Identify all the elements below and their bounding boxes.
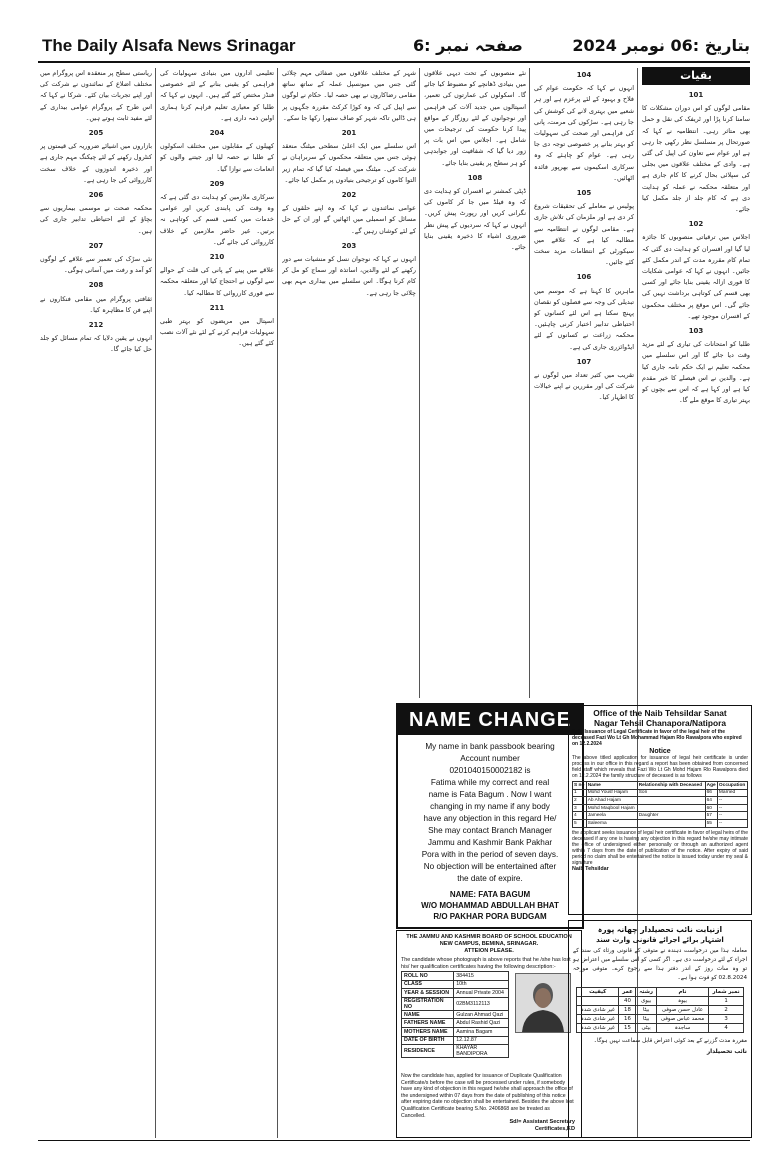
name-change-line: Fatima while my correct and real — [430, 778, 550, 787]
field-value: KHAYAR BANDIPORA — [454, 1045, 509, 1058]
table-cell: بیٹا — [636, 1006, 656, 1015]
table-cell: 64 — [705, 797, 717, 805]
tehsildar-subject: Sub: Issuance of Legal Certificate in favor of the legal heir of the deceased Fazi Wo Lt Gh Mohammad Hajam Rlo Rawalpora who expired on 12.2.2024 — [572, 729, 742, 747]
tehsildar-notice — [568, 705, 752, 915]
masthead-rule — [38, 61, 750, 63]
article-text: انہوں نے کہا کہ حکومت عوام کی فلاح و بہبود کے لئے پرعزم ہے اور ہر شعبے میں بہتری لانے کی کوشش کی جا رہی ہے۔ سڑکوں کی مرمت، پانی کی فراہمی اور صحت کی سہولیات کو بہتر بنانے پر خصوصی توجہ دی جا رہی ہے۔ عوام کو چاہئے کہ وہ سرکاری اسکیموں سے بھرپور فائدہ اٹھائیں۔ — [534, 84, 634, 182]
tehsildar-intro: The above titled application for issuance of legal heir certificate is under process in our office in this regard a report has been obtained from concerned field staff which reveals that Fazi Wo Lt Gh Mohd Hajam Rlo Rawalpora died on 12.2.2024 the family structure of deceased is as follows — [572, 755, 748, 779]
table-row — [402, 1019, 509, 1028]
table-cell: 1 — [573, 789, 587, 797]
article-number: 206 — [88, 191, 104, 200]
urdu-notice-heading: ازنیابت نائب تحصیلدار چھانہ پورہ — [597, 925, 723, 934]
table-row — [402, 972, 509, 981]
field-label: ROLL NO — [402, 972, 454, 981]
table-cell: 16 — [619, 1015, 636, 1024]
article-text: ماہرین کا کہنا ہے کہ موسم میں تبدیلی کی وجہ سے فصلوں کو نقصان پہنچ سکتا ہے اس لئے کسانوں کو احتیاطی تدابیر اختیار کرنی چاہئیں۔ محکمہ زراعت نے کسانوں کے لئے ایڈوائزری جاری کی ہے۔ — [534, 286, 634, 351]
table-cell: 18 — [619, 1006, 636, 1015]
article-text: عوامی نمائندوں نے کہا کہ وہ اپنے حلقوں کے مسائل کو اسمبلی میں اٹھائیں گے اور ان کے حل کے لئے کوشاں رہیں گے۔ — [282, 204, 416, 235]
table-cell: Jameela — [586, 812, 637, 820]
article-text: ثقافتی پروگرام میں مقامی فنکاروں نے اپنے فن کا مظاہرہ کیا۔ — [40, 294, 152, 314]
urdu-notice-subheading: اشتہار برائے اجرائے قانونی وارث سند — [596, 936, 724, 944]
heading-line: THE JAMMU AND KASHMIR BOARD OF SCHOOL EDUCATION — [406, 934, 572, 940]
field-label: RESIDENCE — [402, 1045, 454, 1058]
name-change-line: Jammu and Kashmir Bank Pakhar — [427, 838, 553, 847]
heading-line: ATTEION PLEASE. — [464, 948, 514, 954]
table-row — [402, 1027, 509, 1036]
column-divider — [419, 68, 420, 698]
table-row — [577, 1006, 744, 1015]
article-text: بازاروں میں اشیائے ضروریہ کی قیمتوں پر کنٹرول رکھنے کے لئے چیکنگ مہم جاری ہے اور ذخیرہ اندوزوں کے خلاف سخت کارروائی کی جا رہی ہے۔ — [40, 142, 152, 184]
table-cell: 4 — [709, 1024, 744, 1033]
jkbose-signature — [509, 1119, 575, 1133]
article-text: اسپتال میں مریضوں کو بہتر طبی سہولیات فراہم کرنے کے لئے نئے آلات نصب کئے گئے ہیں۔ — [160, 317, 274, 348]
table-cell: بیوہ — [656, 997, 708, 1006]
article-number: 208 — [88, 281, 104, 290]
table-cell: محمد عباس صوفی — [656, 1015, 708, 1024]
article-text: انہوں نے کہا کہ نوجوان نسل کو منشیات سے دور رکھنے کے لئے والدین، اساتذہ اور سماج کو مل کر کام کرنا ہوگا۔ اس سلسلے میں بیداری مہم بھی چلائی جا رہی ہے۔ — [282, 255, 416, 297]
article-number: 102 — [688, 220, 704, 229]
jkbose-details-table — [401, 971, 509, 1058]
table-cell: Ab Ahad Hajam — [586, 797, 637, 805]
table-cell: غیر شادی شدہ — [577, 1024, 619, 1033]
article-number: 101 — [688, 91, 704, 99]
column-header: عمر — [619, 988, 636, 997]
heading-line: NEW CAMPUS, BEMINA, SRINAGAR. — [439, 941, 539, 947]
jkbose-intro: The candidate whose photograph is above reports that he /she has lost his/ her qualification certificates having the following description:- — [401, 957, 571, 970]
news-column-5 — [160, 68, 274, 1138]
notice-label: Notice — [649, 748, 671, 755]
article-text: تعلیمی اداروں میں بنیادی سہولیات کی فراہمی کو یقینی بنانے کے لئے خصوصی فنڈز مختص کئے گئے ہیں۔ انہوں نے کہا کہ طلبا کو معیاری تعلیم فراہم کرنا ہماری اولین ذمہ داری ہے۔ — [160, 69, 274, 122]
article-number: 105 — [576, 189, 592, 198]
article-number: 106 — [576, 273, 592, 282]
article-text: نئی سڑک کی تعمیر سے علاقے کے لوگوں کو آمد و رفت میں آسانی ہوگی۔ — [40, 255, 152, 275]
table-cell: Son — [637, 789, 705, 797]
article-text: ریاستی سطح پر منعقدہ اس پروگرام میں مختلف اضلاع کے نمائندوں نے شرکت کی اور اپنے تجربات بیان کئے۔ شرکا نے کہا کہ اس طرح کے پروگرام عوامی بیداری کے لئے مفید ثابت ہوتے ہیں۔ — [40, 69, 152, 122]
signature-line: Certificates,KD — [534, 1126, 575, 1132]
table-row — [577, 1015, 744, 1024]
page-number: صفحہ نمبر :6 — [413, 36, 523, 55]
table-cell: 15 — [619, 1024, 636, 1033]
table-cell: Mohd Yousf Hajam — [586, 789, 637, 797]
news-column-1 — [642, 88, 750, 700]
column-header: Relationship with Deceased — [637, 782, 705, 790]
urdu-notice-closing: مقررہ مدت گزرنے کے بعد کوئی اعتراض قابل سماعت نہیں ہوگا۔ — [593, 1038, 747, 1044]
name-change-heading: NAME CHANGE — [398, 705, 582, 735]
urdu-legal-notice — [568, 920, 752, 1138]
field-value: Aamina Bagam — [454, 1027, 509, 1036]
table-cell: 57 — [705, 812, 717, 820]
name-change-line: She may contact Branch Manager — [428, 826, 552, 835]
signature-line: Sd/= Assistant Secretary — [509, 1119, 575, 1125]
table-cell — [637, 797, 705, 805]
news-column-2 — [534, 68, 634, 700]
news-column-6 — [40, 68, 152, 1138]
heading-line: Office of the Naib Tehsildar Sanat — [593, 708, 727, 718]
table-cell: بیٹا — [636, 1015, 656, 1024]
article-number: 204 — [209, 129, 225, 138]
table-cell: 66 — [705, 789, 717, 797]
column-header: نام — [656, 988, 708, 997]
article-text: پولیس نے معاملے کی تحقیقات شروع کر دی ہے اور ملزمان کی تلاش جاری ہے۔ مقامی لوگوں نے انتظامیہ سے مطالبہ کیا ہے کہ علاقے میں سیکورٹی کے انتظامات مزید سخت کئے جائیں۔ — [534, 202, 634, 267]
table-cell: 4 — [573, 812, 587, 820]
table-row — [573, 804, 748, 812]
table-row — [402, 997, 509, 1010]
jkbose-heading — [397, 931, 581, 955]
table-row — [573, 812, 748, 820]
table-cell: 55 — [705, 819, 717, 827]
article-text: علاقے میں پینے کے پانی کی قلت کے حوالے سے لوگوں نے احتجاج کیا اور متعلقہ محکمہ سے فوری کارروائی کا مطالبہ کیا۔ — [160, 266, 274, 297]
article-text: تقریب میں کثیر تعداد میں لوگوں نے شرکت کی اور مقررین نے اپنے خیالات کا اظہار کیا۔ — [534, 371, 634, 402]
column-divider — [277, 68, 278, 1138]
name-change-line: changing in my name if any body — [430, 802, 550, 811]
name-change-line: My name in bank passbook bearing — [425, 742, 555, 751]
field-label: REGISTRATION NO — [402, 997, 454, 1010]
column-header: S no — [574, 782, 585, 788]
signature-line: R/O PAKHAR PORA BUDGAM — [433, 912, 547, 921]
table-cell: 2 — [709, 1006, 744, 1015]
table-cell: بیٹی — [636, 1024, 656, 1033]
name-change-line: 0201040150002182 is — [449, 766, 531, 775]
table-row — [577, 1024, 744, 1033]
table-row — [402, 1010, 509, 1019]
article-text: شہر کے مختلف علاقوں میں صفائی مہم چلائی گئی جس میں میونسپل عملہ کے ساتھ ساتھ مقامی رضاکاروں نے بھی حصہ لیا۔ حکام نے لوگوں سے اپیل کی کہ وہ کوڑا کرکٹ مقررہ جگہوں پر ہی ڈالیں تاکہ شہر کو صاف ستھرا رکھا جا سکے۔ — [282, 69, 416, 122]
name-change-line: No objection will be entertained after — [423, 862, 557, 871]
field-label: FATHERS NAME — [402, 1019, 454, 1028]
table-row — [402, 989, 509, 998]
table-cell: 5 — [573, 819, 587, 827]
field-value: Annual Private 2004 — [454, 989, 509, 998]
family-structure-table — [572, 781, 748, 828]
table-cell: -- — [717, 797, 747, 805]
column-divider — [529, 68, 530, 698]
name-change-line: Account number — [460, 754, 520, 763]
column-header: نمبر شمار — [709, 988, 744, 997]
name-change-body — [398, 735, 582, 885]
article-number: 103 — [688, 327, 704, 336]
urdu-notice-text: معاملہ ہذا میں درخواست دہندہ نے متوفی کے قانونی ورثاء کی سند کے اجراء کے لئے درخواست دی ہے۔ اگر کسی کو اس سلسلے میں اعتراض ہو تو وہ سات روز کے اندر دفتر ہذا سے رجوع کرے۔ متوفی مورخہ 02.8.2024 کو فوت ہوا ہے۔ — [573, 948, 747, 981]
name-change-line: Pora with in the period of seven days. — [421, 850, 559, 859]
masthead — [38, 36, 750, 60]
table-cell: Mohd Maqbool Hajam — [586, 804, 637, 812]
article-text: طلبا کو امتحانات کی تیاری کے لئے مزید وقت دیا جائے گا اور اس سلسلے میں محکمہ تعلیم نے ایک حکم نامہ جاری کیا ہے۔ والدین نے اس فیصلے کا خیر مقدم کیا ہے اور کہا ہے کہ اس سے بچوں کو بہتر تیاری کا موقع ملے گا۔ — [642, 340, 750, 405]
table-row — [577, 997, 744, 1006]
table-row — [402, 1045, 509, 1058]
table-cell: 1 — [709, 997, 744, 1006]
article-text: سرکاری ملازمین کو ہدایت دی گئی ہے کہ وہ وقت کی پابندی کریں اور عوامی خدمات میں کسی قسم کی کوتاہی نہ برتیں۔ غیر حاضر ملازمین کے خلاف کارروائی کی جائے گی۔ — [160, 193, 274, 246]
table-cell: 60 — [705, 804, 717, 812]
urdu-heirs-table — [576, 987, 744, 1033]
candidate-photo — [515, 973, 571, 1033]
article-text: اس سلسلے میں ایک اعلیٰ سطحی میٹنگ منعقد ہوئی جس میں متعلقہ محکموں کے سربراہان نے شرکت کی۔ میٹنگ میں فیصلہ کیا گیا کہ تمام زیر التوا کاموں کو ترجیحی بنیادوں پر مکمل کیا جائے۔ — [282, 142, 416, 184]
article-number: 210 — [209, 253, 225, 262]
table-row — [402, 980, 509, 989]
article-text: انہوں نے یقین دلایا کہ تمام مسائل کو جلد حل کیا جائے گا۔ — [40, 334, 152, 354]
article-text: مقامی لوگوں کو اس دوران مشکلات کا سامنا کرنا پڑا اور ٹریفک کی نقل و حمل بھی متاثر رہی۔ انتظامیہ نے کہا کہ صورتحال پر مسلسل نظر رکھی جا رہی ہے اور عوام سے تعاون کی اپیل کی گئی ہے۔ وادی کے مختلف علاقوں میں بجلی کی سپلائی بحال کرنے کا کام جاری ہے اور متعلقہ محکمہ نے عملہ کو ہدایت دی ہے کہ کام جلد از جلد مکمل کیا جائے۔ — [642, 104, 750, 214]
field-value: 384415 — [454, 972, 509, 981]
table-cell: غیر شادی شدہ — [577, 1015, 619, 1024]
column-header: Occupation — [717, 782, 747, 790]
table-cell: 3 — [573, 804, 587, 812]
tehsildar-heading — [569, 706, 751, 728]
name-change-line: have any objection in this regard He/ — [423, 814, 557, 823]
table-cell: Daughter — [637, 812, 705, 820]
column-header: رشتہ — [636, 988, 656, 997]
name-change-ad — [396, 703, 584, 929]
field-label: YEAR & SESSION — [402, 989, 454, 998]
table-cell: Married — [717, 789, 747, 797]
field-value: 02BM3112113 — [454, 997, 509, 1010]
article-number: 201 — [341, 129, 357, 138]
article-number: 211 — [209, 303, 225, 312]
article-text: محکمہ صحت نے موسمی بیماریوں سے بچاؤ کے لئے احتیاطی تدابیر جاری کی ہیں۔ — [40, 204, 152, 235]
article-number: 104 — [576, 71, 592, 79]
table-cell: -- — [717, 812, 747, 820]
tehsildar-signature: Naib Tehsildar — [572, 865, 609, 872]
column-divider — [155, 68, 156, 1138]
article-number: 202 — [341, 191, 357, 200]
table-cell: بیوی — [636, 997, 656, 1006]
field-label: CLASS — [402, 980, 454, 989]
heading-line: Nagar Tehsil Chanapora/Natipora — [593, 718, 726, 728]
field-value: Abdul Rashid Qazi — [454, 1019, 509, 1028]
article-number: 207 — [88, 241, 104, 250]
table-cell: 2 — [573, 797, 587, 805]
table-cell: 3 — [709, 1015, 744, 1024]
table-header-row — [577, 988, 744, 997]
article-number: 212 — [88, 321, 104, 330]
table-cell: غیر شادی شدہ — [577, 1006, 619, 1015]
field-label: DATE OF BIRTH — [402, 1036, 454, 1045]
table-cell — [637, 819, 705, 827]
jkbose-footer: Now the candidate has, applied for issuance of Duplicate Qualification Certificate/s before the case will be processed under rules, if somebody have any kind of objection in this regard he/she shall approach the office of the undersigned within 07 days from the date of publishing of this notice after expiring date no objection shall be entertained. Besides the above lost Qualification Certificate bearing S.No. 2406868 are be treated as Cancelled. — [401, 1073, 574, 1119]
footer-rule — [38, 1140, 750, 1141]
table-row — [573, 789, 748, 797]
table-row — [402, 1036, 509, 1045]
news-column-3 — [424, 68, 526, 700]
article-text: کھیلوں کے مقابلوں میں مختلف اسکولوں کے طلبا نے حصہ لیا اور جیتنے والوں کو انعامات سے نوازا گیا۔ — [160, 142, 274, 173]
table-cell: -- — [717, 819, 747, 827]
name-change-line: the date of expire. — [457, 874, 523, 883]
table-cell: -- — [717, 804, 747, 812]
table-row — [573, 797, 748, 805]
column-header: Name — [586, 782, 637, 790]
article-number: 203 — [341, 241, 357, 250]
article-number: 209 — [209, 179, 225, 188]
issue-date: بتاریخ :06 نومبر 2024 — [572, 36, 750, 55]
article-number: 107 — [576, 357, 592, 366]
jkbose-notice — [396, 930, 582, 1138]
table-cell: عادل حسن صوفی — [656, 1006, 708, 1015]
article-text: ڈپٹی کمشنر نے افسران کو ہدایت دی کہ وہ فیلڈ میں جا کر کاموں کی نگرانی کریں اور رپورٹ پیش کریں۔ انہوں نے کہا کہ سردیوں کے پیش نظر ضروری اشیاء کا ذخیرہ یقینی بنایا جائے۔ — [424, 187, 526, 252]
article-text: اجلاس میں ترقیاتی منصوبوں کا جائزہ لیا گیا اور افسران کو ہدایت دی گئی کہ تمام کام مقررہ مدت کے اندر مکمل کئے جائیں۔ انہوں نے کہا کہ عوامی شکایات کا فوری ازالہ یقینی بنایا جائے اور کسی بھی قسم کی کوتاہی برداشت نہیں کی جائے گی۔ اس موقع پر مختلف محکموں کے افسران موجود تھے۔ — [642, 233, 750, 320]
field-value: 12.12.87 — [454, 1036, 509, 1045]
column-header: Age — [706, 782, 716, 788]
table-row — [573, 819, 748, 827]
field-label: MOTHERS NAME — [402, 1027, 454, 1036]
table-cell — [577, 997, 619, 1006]
table-cell: 40 — [619, 997, 636, 1006]
newspaper-name: The Daily Alsafa News Srinagar — [42, 36, 296, 55]
article-text: نئے منصوبوں کے تحت دیہی علاقوں میں بنیادی ڈھانچے کو مضبوط کیا جائے گا۔ اسکولوں کی عمارتوں کی تعمیر، اسپتالوں میں جدید آلات کی فراہمی اور نوجوانوں کے لئے روزگار کے مواقع پیدا کرنا حکومت کی ترجیحات میں شامل ہے۔ اجلاس میں اس بات پر زور دیا گیا کہ شفافیت اور جوابدہی کو ہر سطح پر یقینی بنایا جائے۔ — [424, 69, 526, 167]
article-number: 205 — [88, 129, 104, 138]
name-change-line: name is Fata Bagum . Now I want — [428, 790, 552, 799]
field-label: NAME — [402, 1010, 454, 1019]
name-change-signature — [398, 889, 582, 922]
tehsildar-closing: the applicant seeks issuance of legal heir certificate in favor of legal heirs of the deceased if any one is having any objection in this regard he/she may intimate the office of undersigned either personally or through an authorized agent within 7 days from the date of publication of the notice. After expiry of said period no claim shall be entertained the notice is issued today under my seal & signature — [572, 829, 748, 866]
column-header: کیفیت — [577, 988, 619, 997]
table-cell: ساجدہ — [656, 1024, 708, 1033]
article-number: 108 — [467, 173, 483, 182]
signature-line: W/O MOHAMMAD ABDULLAH BHAT — [421, 901, 559, 910]
field-value: 10th — [454, 980, 509, 989]
table-cell — [637, 804, 705, 812]
field-value: Gulzan Ahmad Qazi — [454, 1010, 509, 1019]
table-header-row — [573, 782, 748, 790]
signature-line: NAME: FATA BAGUM — [449, 890, 531, 899]
table-cell: Saleema — [586, 819, 637, 827]
continuation-banner: بقیات — [642, 67, 750, 85]
urdu-notice-signature: نائب تحصیلدار — [706, 1049, 747, 1055]
